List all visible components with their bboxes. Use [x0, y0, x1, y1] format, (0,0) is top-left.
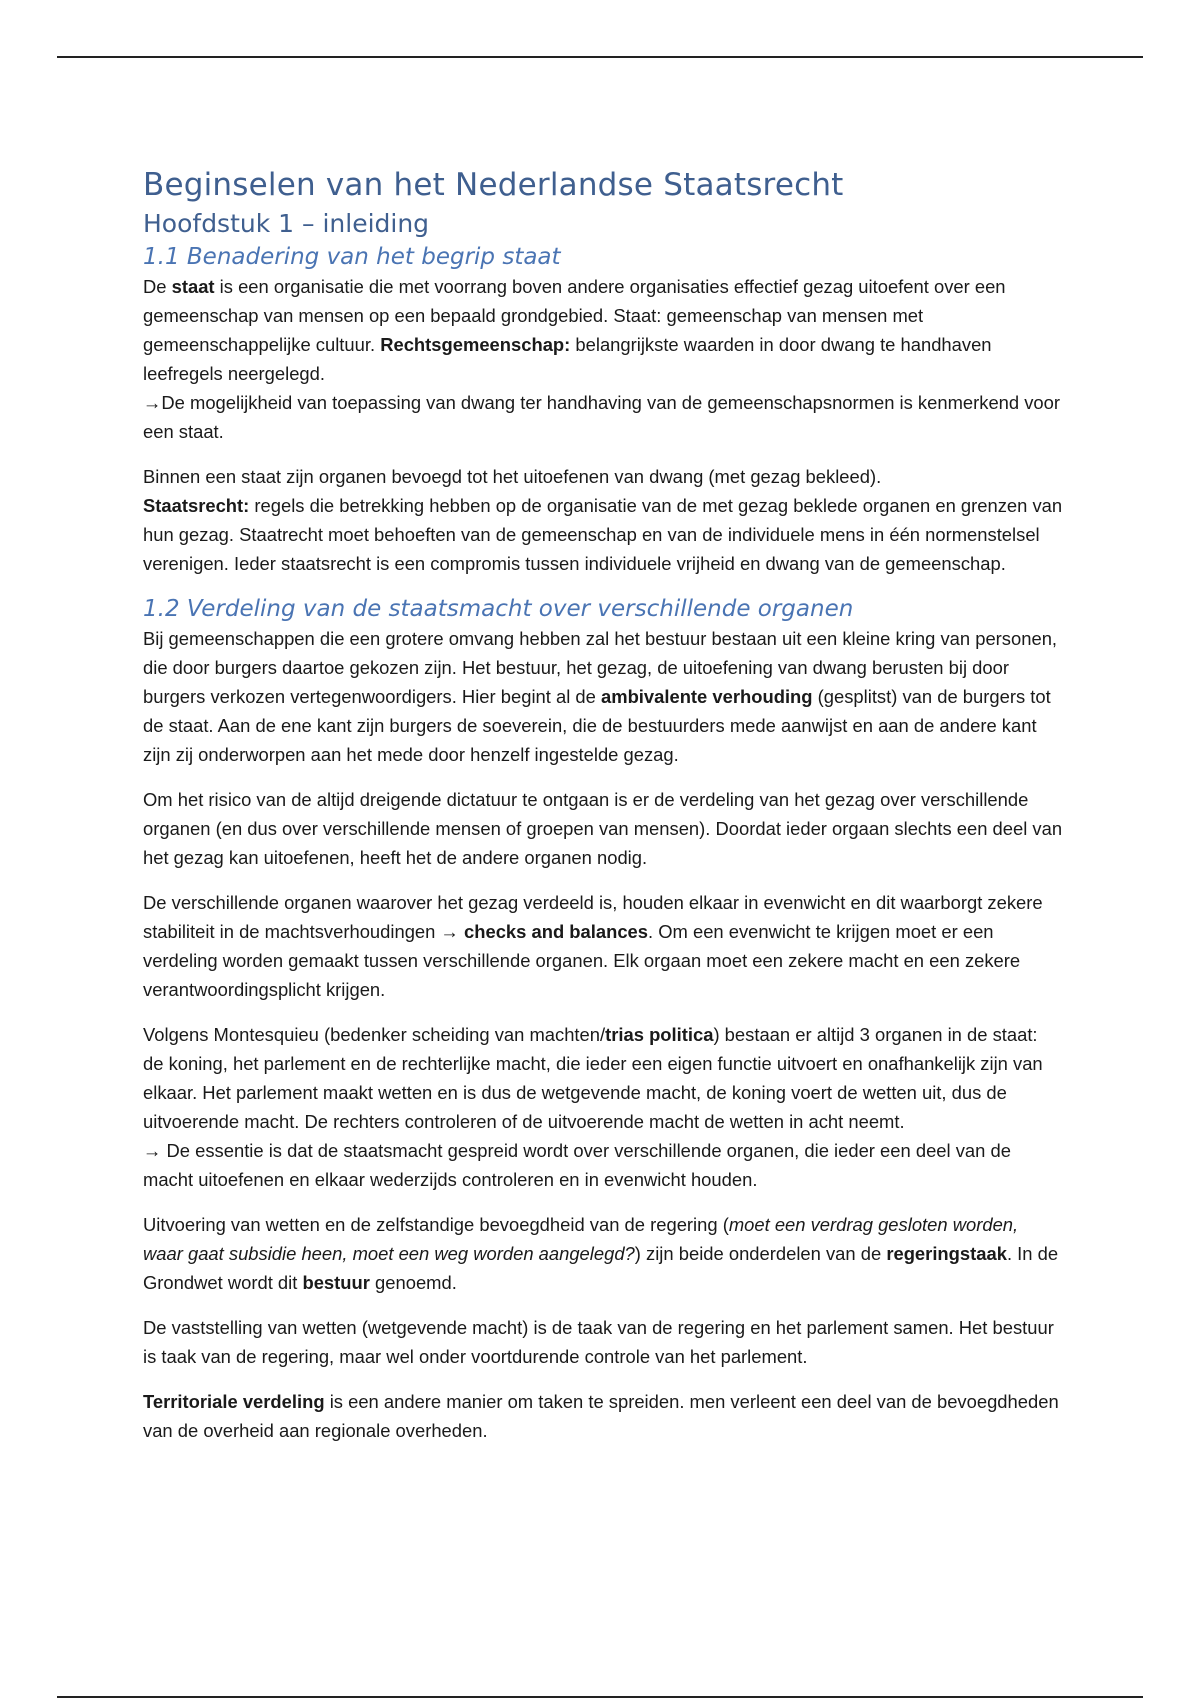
- paragraph-essentie-arrow: → De essentie is dat de staatsmacht gespreid wordt over verschillende organen, die ieder een deel van de macht uitoefenen en elkaar wederzijds controleren en in evenwicht houden.: [143, 1140, 1011, 1190]
- paragraph-territoriale-verdeling: Territoriale verdeling is een andere manier om taken te spreiden. men verleent een deel van de bevoegdheden van de overheid aan regionale overheden.: [143, 1391, 1059, 1441]
- paragraph-wetgeving: De vaststelling van wetten (wetgevende macht) is de taak van de regering en het parlement samen. Het bestuur is taak van de regering, maar wel onder voortdurende controle van het parlement.: [143, 1317, 1054, 1367]
- document-title: Beginselen van het Nederlandse Staatsrecht: [143, 167, 844, 203]
- section-heading-1-2: 1.2 Verdeling van de staatsmacht over verschillende organen: [143, 596, 854, 622]
- paragraph-staat-definition: De staat is een organisatie die met voorrang boven andere organisaties effectief gezag uitoefent over een gemeenschap van mensen op een bepaald grondgebied. Staat: gemeenschap van mensen met gemeenschappelijke cultuur. Rechtsgemeenschap: belangrijkste waarden in door dwang te handhaven leefregels neergelegd.: [143, 276, 1006, 384]
- chapter-heading: Hoofdstuk 1 – inleiding: [143, 209, 430, 238]
- paragraph-montesquieu: Volgens Montesquieu (bedenker scheiding van machten/trias politica) bestaan er altijd 3 organen in de staat: de koning, het parlement en de rechterlijke macht, die ieder een eigen functie uitvoert en onafhankelijk zijn van elkaar. Het parlement maakt wetten en is dus de wetgevende macht, de koning voert de wetten uit, dus de uitvoerende macht. De rechters controleren of de uitvoerende macht de wetten in acht neemt.: [143, 1024, 1043, 1132]
- paragraph-bestuur: Bij gemeenschappen die een grotere omvang hebben zal het bestuur bestaan uit een kleine kring van personen, die door burgers daartoe gekozen zijn. Het bestuur, het gezag, de uitoefening van dwang berusten bij door burgers verkozen vertegenwoordigers. Hier begint al de ambivalente verhouding (gesplitst) van de burgers tot de staat. Aan de ene kant zijn burgers de soeverein, die de bestuurders mede aanwijst en aan de andere kant zijn zij onderworpen aan het mede door henzelf ingestelde gezag.: [143, 628, 1058, 765]
- section-heading-1-1: 1.1 Benadering van het begrip staat: [143, 244, 561, 270]
- footer-rule: [57, 1696, 1143, 1698]
- document-body: [143, 164, 1063, 1461]
- paragraph-dwang-arrow: →De mogelijkheid van toepassing van dwang ter handhaving van de gemeenschapsnormen is kenmerkend voor een staat.: [143, 392, 1061, 442]
- paragraph-dictatuur: Om het risico van de altijd dreigende dictatuur te ontgaan is er de verdeling van het gezag over verschillende organen (en dus over verschillende mensen of groepen van mensen). Doordat ieder orgaan slechts een deel van het gezag kan uitoefenen, heeft het de andere organen nodig.: [143, 789, 1063, 868]
- paragraph-checks-balances: De verschillende organen waarover het gezag verdeeld is, houden elkaar in evenwicht en dit waarborgt zekere stabiliteit in de machtsverhoudingen → checks and balances. Om een evenwicht te krijgen moet er een verdeling worden gemaakt tussen verschillende organen. Elk orgaan moet een zekere macht en een zekere verantwoordingsplicht krijgen.: [143, 892, 1043, 1000]
- header-rule: [57, 56, 1143, 58]
- paragraph-staatsrecht: Binnen een staat zijn organen bevoegd tot het uitoefenen van dwang (met gezag bekleed). Staatsrecht: regels die betrekking hebben op de organisatie van de met gezag beklede organen en grenzen van hun gezag. Staatrecht moet behoeften van de gemeenschap en van de individuele mens in één normenstelsel verenigen. Ieder staatsrecht is een compromis tussen individuele vrijheid en dwang van de gemeenschap.: [143, 466, 1063, 574]
- paragraph-regeringstaak: Uitvoering van wetten en de zelfstandige bevoegdheid van de regering (moet een verdrag gesloten worden, waar gaat subsidie heen, moet een weg worden aangelegd?) zijn beide onderdelen van de regeringstaak. In de Grondwet wordt dit bestuur genoemd.: [143, 1214, 1059, 1293]
